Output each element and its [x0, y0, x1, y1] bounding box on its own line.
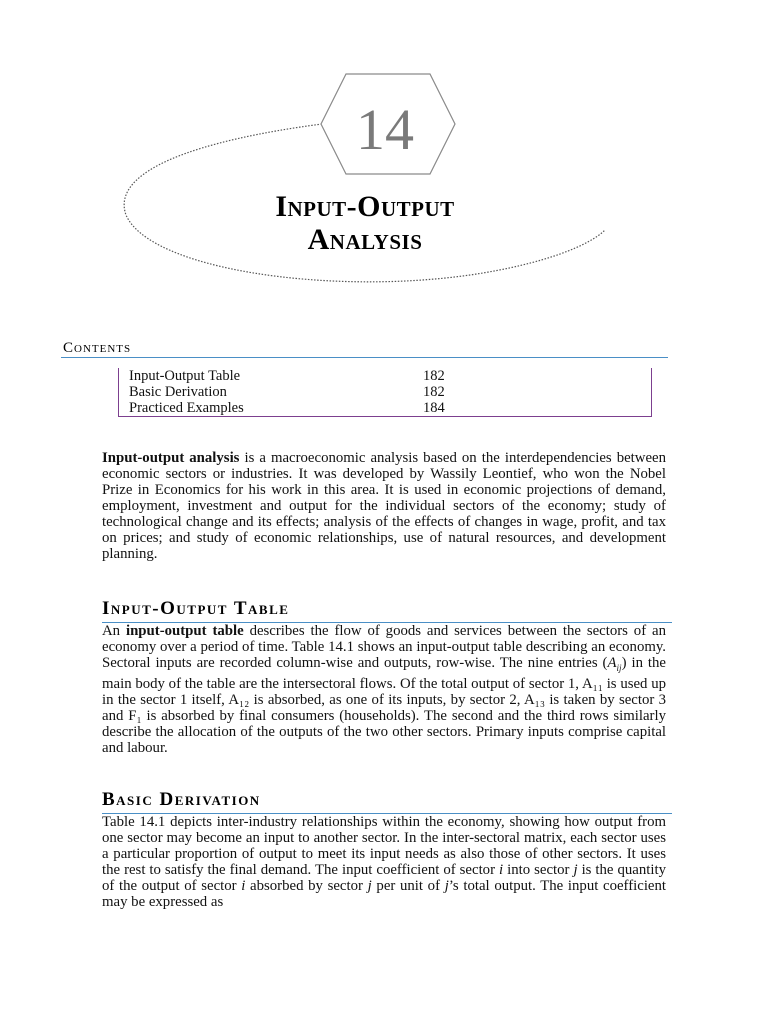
section2-text: Table 14.1 depicts inter-industry relationships within the economy, showing how output from one sector may become an input to another sector. In the inter-sectoral matrix, each sector uses a particular proportion of output to meet its input needs as also those of other sectors. It uses the rest to satisfy the final demand. The input coefficient of sector	[102, 814, 666, 878]
intro-paragraph	[102, 450, 666, 562]
chapter-number: 14	[356, 97, 414, 162]
section2-paragraph	[102, 814, 666, 910]
aij-symbol: A	[607, 655, 617, 671]
section2-text: absorbed by sector	[245, 878, 368, 894]
section1-bold-term: input-output table	[125, 623, 244, 639]
math-j: j	[444, 878, 449, 894]
table-of-contents	[118, 368, 652, 417]
section2-text: per unit of	[371, 878, 445, 894]
aij-subscript: ij	[616, 662, 622, 673]
section2-text: into sector	[503, 862, 574, 878]
section1-text: An	[102, 623, 126, 639]
section1-text: ) in the main body of the table are the intersectoral flows. Of the total output of sector 1, A₁₁ is used up in the sector 1 itself, A₁₂ is absorbed, as one of its inputs, by sector 2, A₁₃ is taken by sector 3 and F₁ is absorbed by final consumers (households). The second and the third rows similarly describe the allocation of the outputs of the two other sectors. Primary inputs comprise capital and labour.	[102, 655, 667, 756]
chapter-title-line1: Input-Output	[275, 190, 455, 223]
contents-rule	[61, 357, 668, 358]
math-i: i	[241, 878, 246, 894]
toc-item-title: Practiced Examples	[129, 400, 244, 416]
contents-heading: Contents	[63, 340, 132, 356]
section1-text: describes the flow of goods and services between the sectors of an economy over a period of time. Table 14.1 shows an input-output table describing an economy. Sectoral inputs are recorded column-wise and outputs, row-wise. The nine entries (	[102, 623, 666, 671]
section2-text: is the quantity of the output of sector	[102, 862, 666, 894]
chapter-title-line2: Analysis	[307, 223, 423, 256]
section-heading-input-output-table: Input-Output Table	[102, 598, 290, 619]
math-i: i	[499, 862, 504, 878]
math-j: j	[573, 862, 578, 878]
section2-text: ’s total output. The input coefficient may be expressed as	[102, 878, 667, 910]
toc-item-title: Basic Derivation	[129, 384, 227, 400]
section1-paragraph	[102, 623, 666, 756]
toc-item-title: Input-Output Table	[129, 368, 241, 384]
toc-item-page: 184	[423, 400, 445, 416]
intro-bold-term: Input-output analysis	[102, 450, 240, 466]
toc-item-page: 182	[423, 368, 445, 384]
chapter-title	[200, 190, 530, 256]
toc-item-page: 182	[423, 384, 445, 400]
intro-text: is a macroeconomic analysis based on the interdependencies between economic sectors or industries. It was developed by Wassily Leontief, who won the Nobel Prize in Economics for his work in this area. It is used in economic projections of demand, employment, investment and output for the individual sectors of the economy; study of technological change and its effects; analysis of the effects of changes in wage, profit, and tax on prices; and study of economic relationships, use of natural resources, and development planning.	[102, 450, 666, 562]
section-heading-basic-derivation: Basic Derivation	[102, 789, 261, 810]
math-j: j	[367, 878, 372, 894]
